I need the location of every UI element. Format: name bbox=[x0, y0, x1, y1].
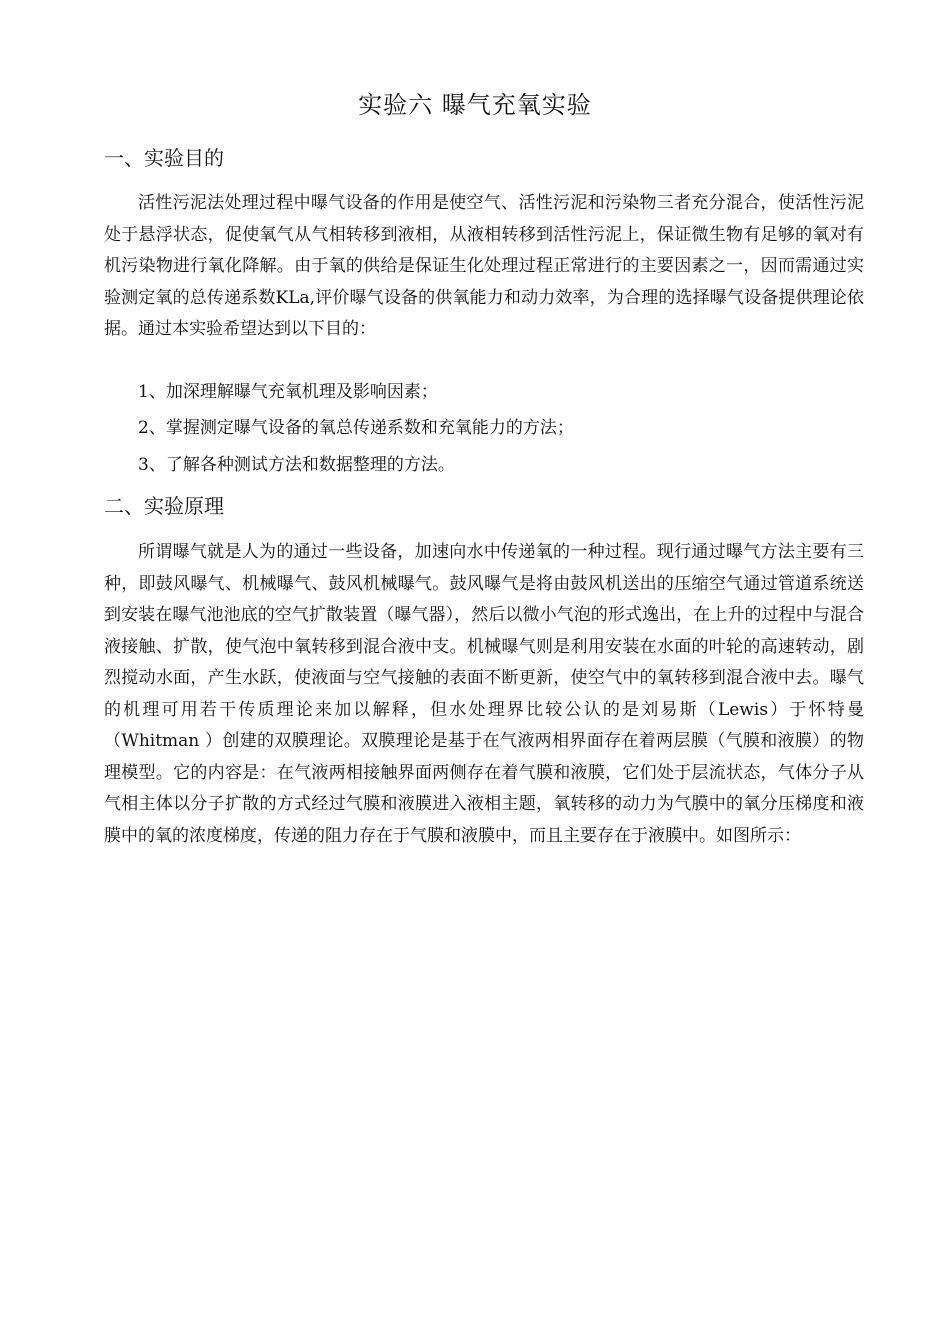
section-heading-principle: 二、实验原理 bbox=[104, 494, 224, 518]
section-heading-purpose: 一、实验目的 bbox=[104, 146, 224, 170]
purpose-list-item-2: 2、掌握测定曝气设备的氧总传递系数和充氧能力的方法； bbox=[138, 418, 574, 438]
section-paragraph-purpose: 活性污泥法处理过程中曝气设备的作用是使空气、活性污泥和污染物三者充分混合，使活性污泥处于悬浮状态，促使氧气从气相转移到液相，从液相转移到活性污泥上，保证微生物有足够的氧对有机污染物进行氧化降解。由于氧的供给是保证生化处理过程正常进行的主要因素之一，因而需通过实验测定氧的总传递系数KLa,评价曝气设备的供氧能力和动力效率，为合理的选择曝气设备提供理论依据。通过本实验希望达到以下目的： bbox=[104, 193, 864, 339]
document-title: 实验六 曝气充氧实验 bbox=[358, 91, 592, 119]
section-paragraph-principle: 所谓曝气就是人为的通过一些设备，加速向水中传递氧的一种过程。现行通过曝气方法主要有三种，即鼓风曝气、机械曝气、鼓风机械曝气。鼓风曝气是将由鼓风机送出的压缩空气通过管道系统送到安装在曝气池池底的空气扩散装置（曝气器），然后以微小气泡的形式逸出，在上升的过程中与混合液接触、扩散，使气泡中氧转移到混合液中支。机械曝气则是利用安装在水面的叶轮的高速转动，剧烈搅动水面，产生水跃，使液面与空气接触的表面不断更新，使空气中的氧转移到混合液中去。曝气的机理可用若干传质理论来加以解释，但水处理界比较公认的是刘易斯（Lewis）于怀特曼（Whitman ）创建的双膜理论。双膜理论是基于在气液两相界面存在着两层膜（气膜和液膜）的物理模型。它的内容是：在气液两相接触界面两侧存在着气膜和液膜，它们处于层流状态，气体分子从气相主体以分子扩散的方式经过气膜和液膜进入液相主题，氧转移的动力为气膜中的氧分压梯度和液膜中的氧的浓度梯度，传递的阻力存在于气膜和液膜中，而且主要存在于液膜中。如图所示： bbox=[104, 542, 864, 846]
purpose-list-item-3: 3、了解各种测试方法和数据整理的方法。 bbox=[138, 455, 455, 475]
purpose-list-item-1: 1、加深理解曝气充氧机理及影响因素； bbox=[138, 382, 438, 402]
